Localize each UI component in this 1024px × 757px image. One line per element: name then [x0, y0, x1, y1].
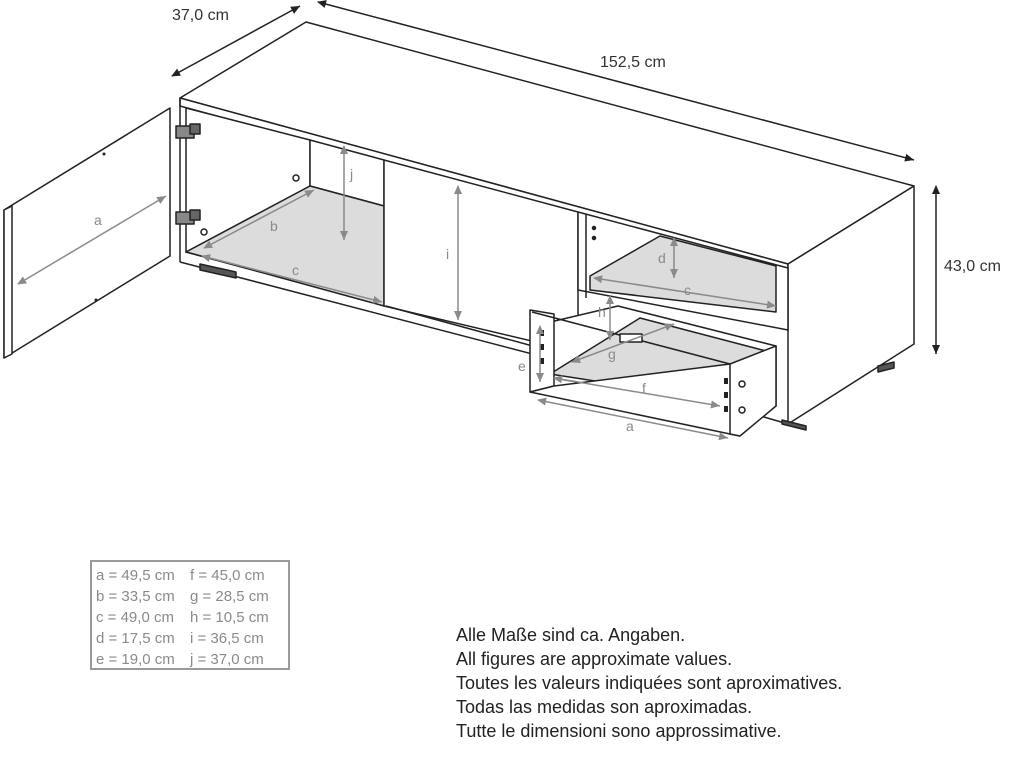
note-spanish: Todas las medidas son aproximadas. — [456, 697, 753, 717]
note-french: Toutes les valeurs indiquées sont aproximatives. — [456, 673, 843, 693]
depth-label: 37,0 cm — [172, 7, 229, 24]
legend-cell: e = 19,0 cm — [96, 651, 175, 668]
label-h: h — [598, 304, 606, 320]
legend-cell: g = 28,5 cm — [190, 588, 269, 605]
legend-cell: j = 37,0 cm — [190, 651, 264, 668]
legend-row — [96, 607, 284, 628]
label-e: e — [518, 358, 526, 374]
label-c-left: c — [292, 262, 299, 278]
width-label: 152,5 cm — [600, 54, 666, 71]
label-i: i — [446, 246, 450, 262]
label-a-door: a — [94, 212, 102, 228]
legend-cell: h = 10,5 cm — [190, 609, 269, 626]
label-c-right: c — [684, 282, 691, 298]
door-edge — [4, 206, 12, 358]
legend-cell: i = 36,5 cm — [190, 630, 264, 647]
foot-left — [200, 264, 236, 278]
legend-cell: c = 49,0 cm — [96, 609, 174, 626]
label-d: d — [658, 250, 666, 266]
label-j: j — [350, 166, 354, 182]
label-b: b — [270, 218, 278, 234]
shelf-pin-hole-2 — [201, 229, 207, 235]
height-label: 43,0 cm — [944, 258, 1001, 275]
shelf-pin-hole — [293, 175, 299, 181]
label-f: f — [642, 380, 646, 396]
note-german: Alle Maße sind ca. Angaben. — [456, 625, 686, 645]
left-door — [4, 108, 170, 358]
legend-cell: b = 33,5 cm — [96, 588, 175, 605]
note-english: All figures are approximate values. — [456, 649, 733, 669]
legend-row — [96, 649, 284, 670]
drawer — [530, 306, 776, 436]
legend-row — [96, 565, 284, 586]
legend-row — [96, 628, 284, 649]
label-a-drawer: a — [626, 418, 634, 434]
legend-row — [96, 586, 284, 607]
approximation-notes — [456, 623, 842, 743]
drawer-front-left — [530, 310, 554, 392]
legend-cell: a = 49,5 cm — [96, 567, 175, 584]
legend-cell: d = 17,5 cm — [96, 630, 175, 647]
measurement-legend — [90, 560, 290, 670]
foot-right — [782, 420, 806, 430]
legend-cell: f = 45,0 cm — [190, 567, 265, 584]
label-g: g — [608, 346, 616, 362]
door-panel — [4, 108, 170, 358]
note-italian: Tutte le dimensioni sono approssimative. — [456, 721, 782, 741]
